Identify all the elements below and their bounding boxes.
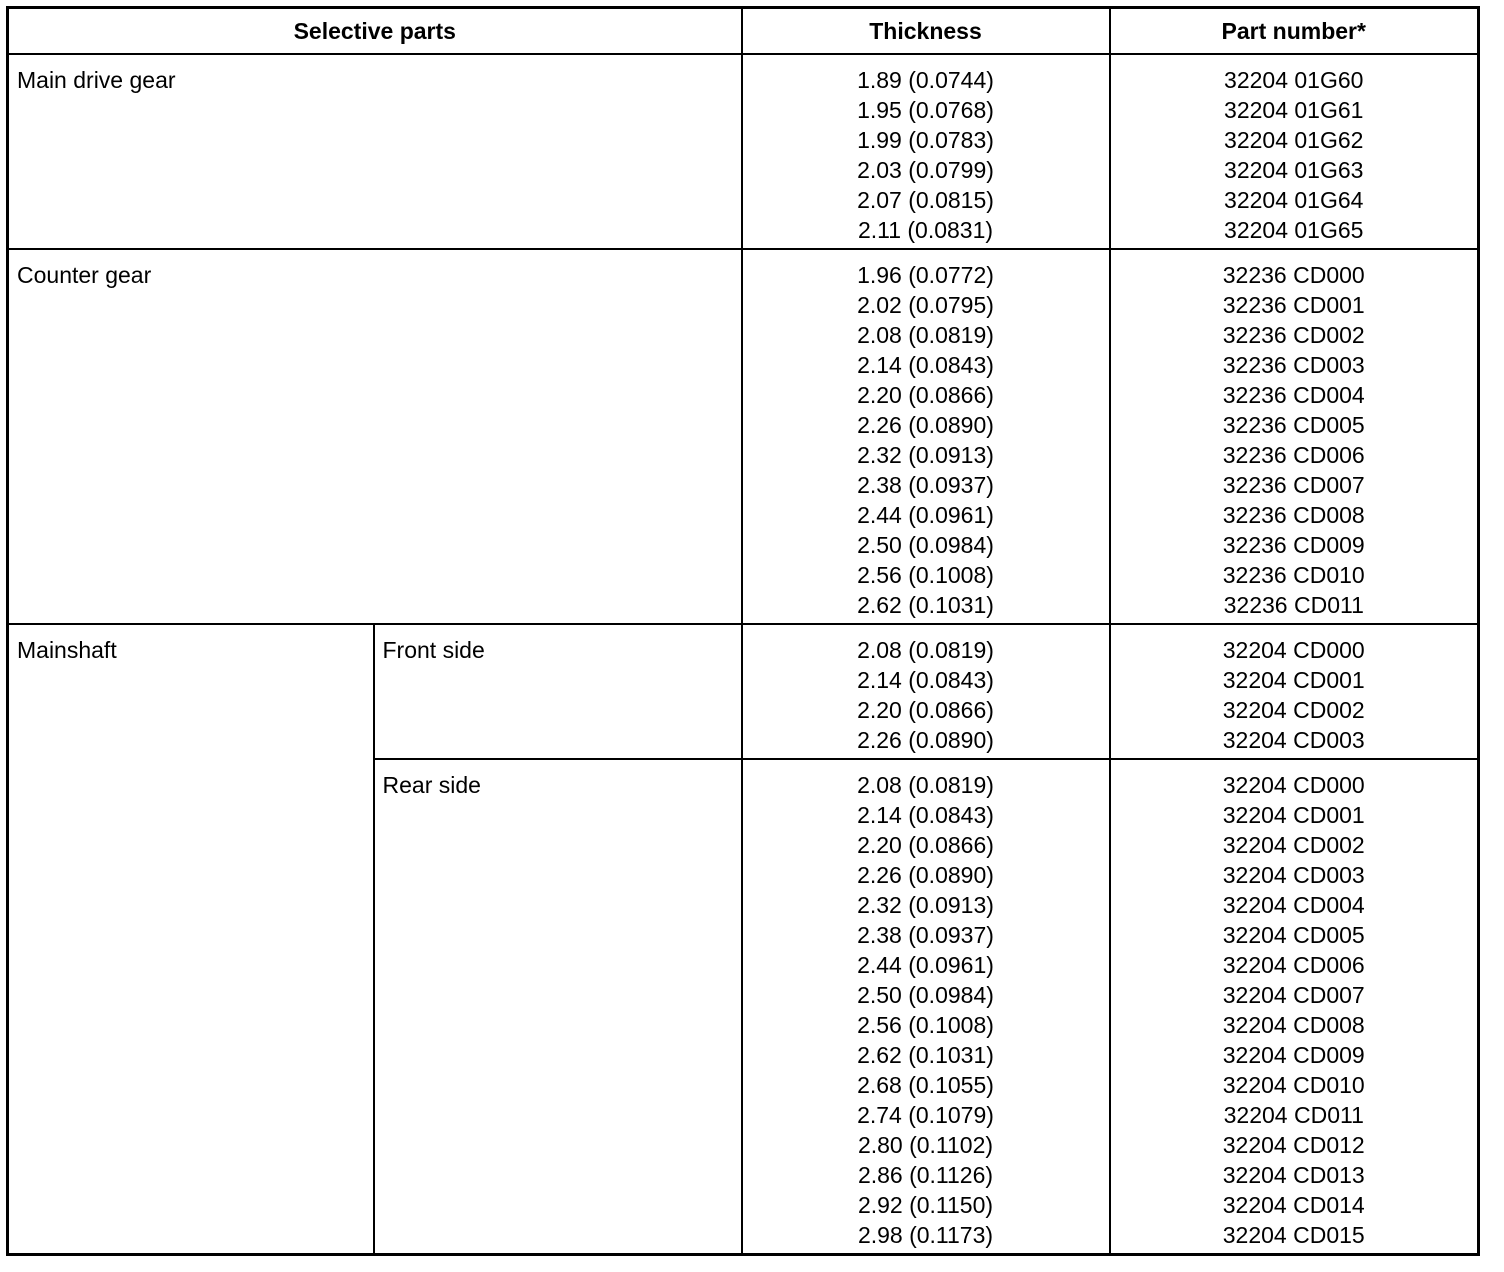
thickness-cell bbox=[742, 249, 1110, 624]
table-row-counter-gear bbox=[8, 249, 1479, 624]
thickness-value: 2.56 (0.1008) bbox=[857, 562, 994, 588]
part-number-cell bbox=[1110, 759, 1479, 1255]
part-number-value: 32204 01G61 bbox=[1224, 97, 1364, 123]
part-number-value: 32204 CD010 bbox=[1222, 1072, 1365, 1098]
thickness-value: 1.99 (0.0783) bbox=[857, 127, 994, 153]
thickness-value: 1.96 (0.0772) bbox=[857, 262, 994, 288]
part-number-value: 32236 CD006 bbox=[1222, 442, 1365, 468]
part-number-cell bbox=[1110, 624, 1479, 759]
part-number-value: 32204 CD013 bbox=[1222, 1162, 1365, 1188]
thickness-cell bbox=[742, 624, 1110, 759]
thickness-value: 2.11 (0.0831) bbox=[857, 217, 994, 243]
thickness-value: 2.74 (0.1079) bbox=[857, 1102, 994, 1128]
part-number-value: 32204 01G64 bbox=[1224, 187, 1364, 213]
part-number-value: 32204 CD000 bbox=[1222, 637, 1365, 663]
thickness-value: 2.07 (0.0815) bbox=[857, 187, 994, 213]
thickness-value: 2.44 (0.0961) bbox=[857, 952, 994, 978]
row-label-mainshaft: Mainshaft bbox=[8, 624, 374, 1255]
thickness-value: 2.38 (0.0937) bbox=[857, 922, 994, 948]
thickness-value: 2.50 (0.0984) bbox=[857, 982, 994, 1008]
part-number-value: 32236 CD011 bbox=[1223, 592, 1364, 618]
part-number-value: 32236 CD003 bbox=[1222, 352, 1365, 378]
thickness-value: 2.14 (0.0843) bbox=[857, 802, 994, 828]
part-number-value: 32204 CD005 bbox=[1222, 922, 1365, 948]
thickness-cell bbox=[742, 759, 1110, 1255]
part-number-value: 32236 CD007 bbox=[1222, 472, 1365, 498]
thickness-value: 2.14 (0.0843) bbox=[857, 667, 994, 693]
part-number-value: 32236 CD002 bbox=[1222, 322, 1365, 348]
thickness-value: 2.86 (0.1126) bbox=[857, 1162, 994, 1188]
part-number-value: 32204 01G62 bbox=[1224, 127, 1364, 153]
row-label-counter-gear: Counter gear bbox=[8, 249, 742, 624]
thickness-value: 2.98 (0.1173) bbox=[857, 1222, 994, 1248]
part-number-value: 32204 CD002 bbox=[1222, 832, 1365, 858]
part-number-value: 32236 CD000 bbox=[1222, 262, 1365, 288]
thickness-value: 2.26 (0.0890) bbox=[857, 727, 994, 753]
table-row-mainshaft-front bbox=[8, 624, 1479, 759]
part-number-value: 32204 CD001 bbox=[1222, 802, 1365, 828]
thickness-value: 2.20 (0.0866) bbox=[857, 832, 994, 858]
thickness-value: 2.26 (0.0890) bbox=[857, 862, 994, 888]
header-part-number: Part number* bbox=[1110, 8, 1479, 55]
thickness-value: 2.56 (0.1008) bbox=[857, 1012, 994, 1038]
part-number-value: 32236 CD008 bbox=[1222, 502, 1365, 528]
selective-parts-table bbox=[6, 6, 1480, 1256]
part-number-value: 32204 01G60 bbox=[1224, 67, 1364, 93]
part-number-value: 32204 CD009 bbox=[1222, 1042, 1365, 1068]
part-number-value: 32236 CD009 bbox=[1222, 532, 1365, 558]
thickness-cell bbox=[742, 54, 1110, 249]
thickness-value: 2.44 (0.0961) bbox=[857, 502, 994, 528]
part-number-value: 32204 CD003 bbox=[1222, 727, 1365, 753]
thickness-value: 1.89 (0.0744) bbox=[857, 67, 994, 93]
part-number-value: 32204 CD004 bbox=[1222, 892, 1365, 918]
thickness-value: 2.14 (0.0843) bbox=[857, 352, 994, 378]
thickness-value: 2.08 (0.0819) bbox=[857, 322, 994, 348]
header-thickness: Thickness bbox=[742, 8, 1110, 55]
part-number-value: 32204 CD014 bbox=[1222, 1192, 1365, 1218]
thickness-value: 2.20 (0.0866) bbox=[857, 697, 994, 723]
part-number-value: 32204 CD006 bbox=[1222, 952, 1365, 978]
thickness-value: 2.62 (0.1031) bbox=[857, 592, 994, 618]
part-number-value: 32204 01G65 bbox=[1224, 217, 1364, 243]
part-number-value: 32236 CD005 bbox=[1222, 412, 1365, 438]
thickness-value: 2.38 (0.0937) bbox=[857, 472, 994, 498]
part-number-value: 32204 CD001 bbox=[1222, 667, 1365, 693]
part-number-value: 32236 CD004 bbox=[1222, 382, 1365, 408]
part-number-value: 32204 CD000 bbox=[1222, 772, 1365, 798]
thickness-value: 2.08 (0.0819) bbox=[857, 772, 994, 798]
thickness-value: 1.95 (0.0768) bbox=[857, 97, 994, 123]
thickness-value: 2.80 (0.1102) bbox=[857, 1132, 994, 1158]
part-number-cell bbox=[1110, 249, 1479, 624]
part-number-value: 32204 CD003 bbox=[1222, 862, 1365, 888]
thickness-value: 2.02 (0.0795) bbox=[857, 292, 994, 318]
table-row-main-drive-gear bbox=[8, 54, 1479, 249]
part-number-value: 32204 CD011 bbox=[1223, 1102, 1364, 1128]
thickness-value: 2.32 (0.0913) bbox=[857, 892, 994, 918]
thickness-value: 2.50 (0.0984) bbox=[857, 532, 994, 558]
thickness-value: 2.92 (0.1150) bbox=[857, 1192, 994, 1218]
part-number-value: 32204 01G63 bbox=[1224, 157, 1364, 183]
sub-label-rear-side: Rear side bbox=[374, 759, 742, 1255]
part-number-value: 32204 CD002 bbox=[1222, 697, 1365, 723]
thickness-value: 2.26 (0.0890) bbox=[857, 412, 994, 438]
part-number-value: 32236 CD001 bbox=[1222, 292, 1365, 318]
row-label-main-drive-gear: Main drive gear bbox=[8, 54, 742, 249]
thickness-value: 2.03 (0.0799) bbox=[857, 157, 994, 183]
part-number-value: 32204 CD012 bbox=[1222, 1132, 1365, 1158]
thickness-value: 2.62 (0.1031) bbox=[857, 1042, 994, 1068]
part-number-value: 32236 CD010 bbox=[1222, 562, 1365, 588]
sub-label-front-side: Front side bbox=[374, 624, 742, 759]
thickness-value: 2.08 (0.0819) bbox=[857, 637, 994, 663]
header-selective-parts: Selective parts bbox=[8, 8, 742, 55]
thickness-value: 2.20 (0.0866) bbox=[857, 382, 994, 408]
part-number-value: 32204 CD015 bbox=[1222, 1222, 1365, 1248]
thickness-value: 2.32 (0.0913) bbox=[857, 442, 994, 468]
part-number-value: 32204 CD008 bbox=[1222, 1012, 1365, 1038]
thickness-value: 2.68 (0.1055) bbox=[857, 1072, 994, 1098]
part-number-cell bbox=[1110, 54, 1479, 249]
part-number-value: 32204 CD007 bbox=[1222, 982, 1365, 1008]
header-row bbox=[8, 8, 1479, 55]
